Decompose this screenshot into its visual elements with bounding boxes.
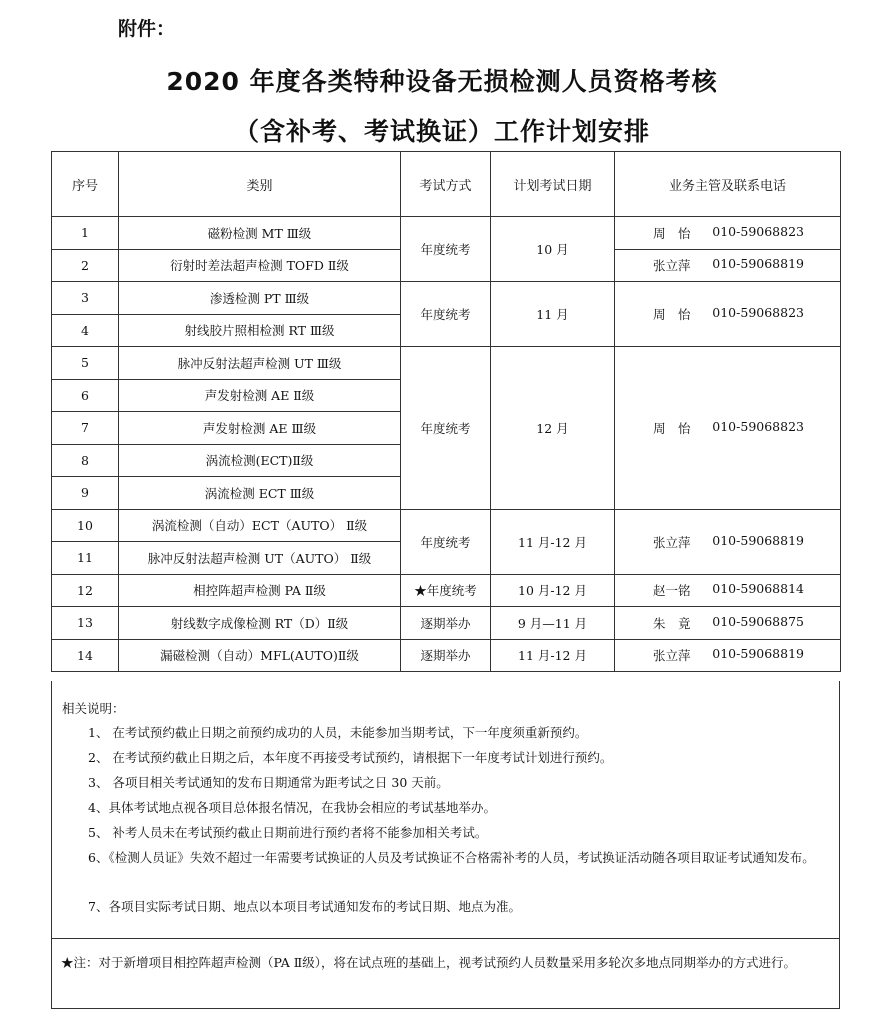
table-row [52, 347, 841, 380]
row-category: 脉冲反射法超声检测 UT（AUTO） Ⅱ级 [119, 542, 401, 575]
row-category: 漏磁检测（自动）MFL(AUTO)Ⅱ级 [119, 639, 401, 672]
table-row [52, 574, 841, 607]
exam-date: 10 月-12 月 [491, 574, 615, 607]
note-item: 7、各项目实际考试日期、地点以本项目考试通知发布的考试日期、地点为准。 [88, 899, 521, 914]
header-method: 考试方式 [401, 152, 491, 217]
exam-date: 11 月-12 月 [491, 509, 615, 574]
exam-method: ★年度统考 [401, 574, 491, 607]
notes-section [51, 681, 840, 939]
contact-cell [615, 249, 841, 282]
table-row [52, 607, 841, 640]
contact-name: 赵一铭 [653, 583, 691, 599]
row-no: 7 [52, 412, 119, 445]
row-no: 14 [52, 639, 119, 672]
contact-phone: 010-59068814 [712, 581, 804, 597]
footnote-box [51, 938, 840, 1009]
contact-cell [615, 347, 841, 510]
row-no: 13 [52, 607, 119, 640]
note-item: 5、 补考人员未在考试预约截止日期前进行预约者将不能参加相关考试。 [88, 825, 488, 840]
exam-date: 10 月 [491, 217, 615, 282]
row-no: 12 [52, 574, 119, 607]
row-no: 9 [52, 477, 119, 510]
note-item: 3、 各项目相关考试通知的发布日期通常为距考试之日 30 天前。 [88, 775, 449, 790]
row-no: 11 [52, 542, 119, 575]
contact-name: 周 怡 [653, 225, 691, 241]
contact-name: 朱 竟 [653, 615, 691, 631]
note-item: 6、《检测人员证》失效不超过一年需要考试换证的人员及考试换证不合格需补考的人员，考试换证活动随各项目取证考试通知发布。 [88, 850, 815, 865]
contact-cell [615, 607, 841, 640]
note-item: 4、具体考试地点视各项目总体报名情况，在我协会相应的考试基地举办。 [88, 800, 496, 815]
row-no: 4 [52, 314, 119, 347]
exam-plan-table [51, 151, 841, 672]
document-title: 2020 年度各类特种设备无损检测人员资格考核 [166, 67, 718, 96]
row-no: 8 [52, 444, 119, 477]
exam-method: 年度统考 [401, 509, 491, 574]
row-category: 磁粉检测 MT Ⅲ级 [119, 217, 401, 250]
table-row [52, 282, 841, 315]
contact-phone: 010-59068823 [712, 223, 804, 239]
header-category: 类别 [119, 152, 401, 217]
row-no: 6 [52, 379, 119, 412]
header-no: 序号 [52, 152, 119, 217]
contact-name: 周 怡 [653, 307, 691, 322]
note-item: 1、 在考试预约截止日期之前预约成功的人员，未能参加当期考试，下一年度须重新预约。 [88, 725, 588, 740]
row-category: 射线数字成像检测 RT（D）Ⅱ级 [119, 607, 401, 640]
header-contact: 业务主管及联系电话 [615, 152, 841, 217]
row-no: 10 [52, 509, 119, 542]
exam-date: 12 月 [491, 347, 615, 510]
header-date: 计划考试日期 [491, 152, 615, 217]
row-category: 涡流检测(ECT)Ⅱ级 [119, 444, 401, 477]
contact-phone: 010-59068819 [712, 532, 804, 548]
exam-method: 年度统考 [401, 282, 491, 347]
contact-phone: 010-59068819 [712, 646, 804, 662]
contact-phone: 010-59068823 [712, 418, 804, 434]
row-no: 5 [52, 347, 119, 380]
row-category: 相控阵超声检测 PA Ⅱ级 [119, 574, 401, 607]
exam-date: 9 月—11 月 [491, 607, 615, 640]
footnote-text: ★注：对于新增项目相控阵超声检测（PA Ⅱ级），将在试点班的基础上，视考试预约人员数量采用多轮次多地点同期举办的方式进行。 [61, 955, 797, 970]
contact-phone: 010-59068819 [712, 256, 804, 272]
document-subtitle: （含补考、考试换证）工作计划安排 [233, 117, 650, 146]
row-category: 射线胶片照相检测 RT Ⅲ级 [119, 314, 401, 347]
contact-phone: 010-59068875 [712, 613, 804, 629]
row-no: 2 [52, 249, 119, 282]
row-category: 声发射检测 AE Ⅲ级 [119, 412, 401, 445]
contact-name: 张立萍 [653, 534, 691, 550]
exam-method: 年度统考 [401, 217, 491, 282]
table-row [52, 509, 841, 542]
contact-cell [615, 639, 841, 672]
row-category: 涡流检测 ECT Ⅲ级 [119, 477, 401, 510]
row-category: 渗透检测 PT Ⅲ级 [119, 282, 401, 315]
exam-date: 11 月-12 月 [491, 639, 615, 672]
contact-name: 周 怡 [653, 420, 691, 436]
row-no: 1 [52, 217, 119, 250]
contact-phone: 010-59068823 [712, 305, 804, 320]
row-category: 涡流检测（自动）ECT（AUTO） Ⅱ级 [119, 509, 401, 542]
exam-method: 年度统考 [401, 347, 491, 510]
contact-cell [615, 217, 841, 250]
row-no: 3 [52, 282, 119, 315]
exam-date: 11 月 [491, 282, 615, 347]
row-category: 脉冲反射法超声检测 UT Ⅲ级 [119, 347, 401, 380]
attachment-label: 附件： [118, 18, 176, 40]
contact-cell [615, 282, 841, 347]
contact-cell [615, 509, 841, 574]
row-category: 衍射时差法超声检测 TOFD Ⅱ级 [119, 249, 401, 282]
notes-heading: 相关说明： [62, 701, 125, 716]
contact-name: 张立萍 [653, 648, 691, 664]
row-category: 声发射检测 AE Ⅱ级 [119, 379, 401, 412]
note-item: 2、 在考试预约截止日期之后，本年度不再接受考试预约，请根据下一年度考试计划进行预约。 [88, 750, 613, 765]
table-row [52, 217, 841, 250]
table-header-row [52, 152, 841, 217]
table-row [52, 639, 841, 672]
contact-cell [615, 574, 841, 607]
contact-name: 张立萍 [653, 258, 691, 274]
exam-method: 逐期举办 [401, 607, 491, 640]
exam-method: 逐期举办 [401, 639, 491, 672]
